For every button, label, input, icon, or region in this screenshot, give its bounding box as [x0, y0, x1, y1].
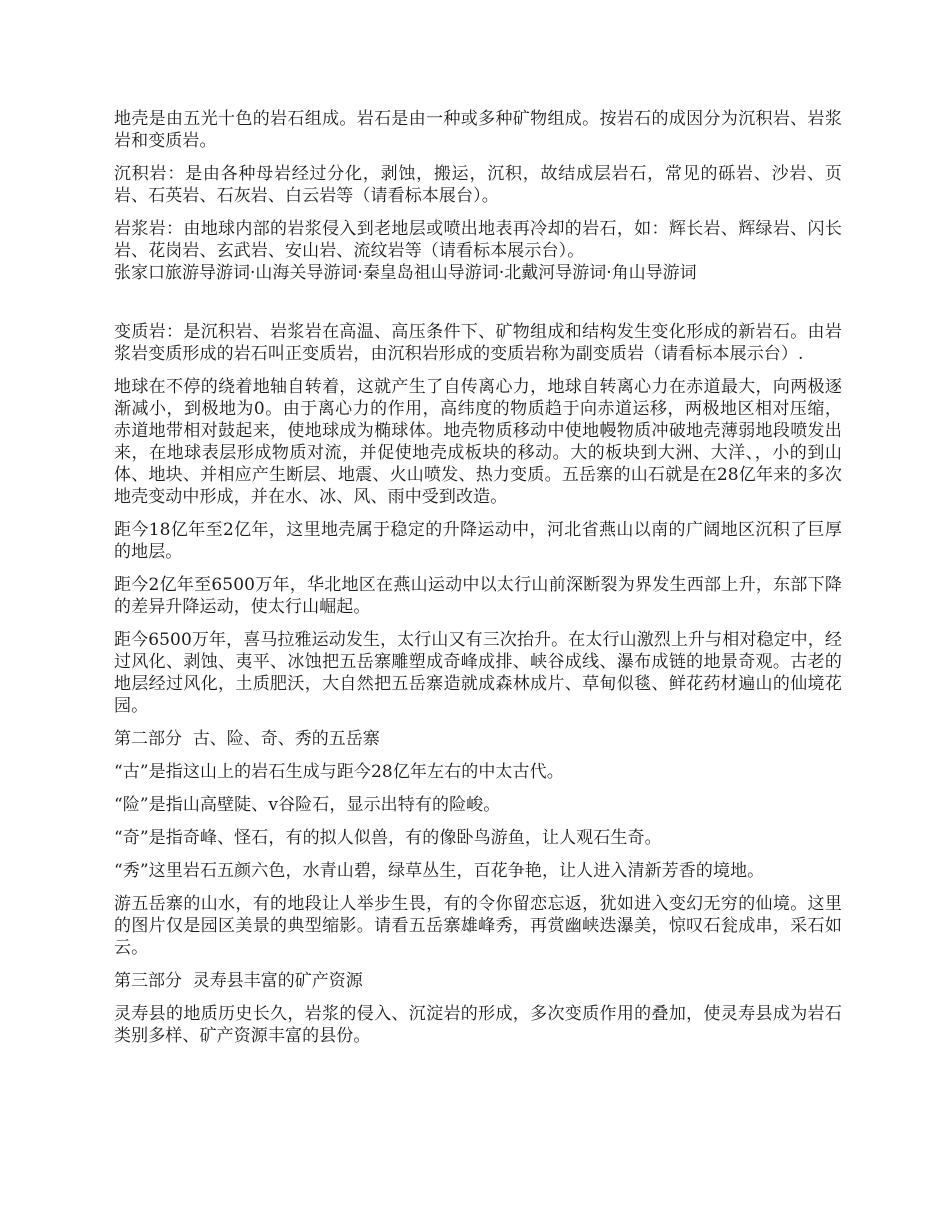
paragraph-xiu: “秀”这里岩石五颜六色，水青山碧，绿草丛生，百花争艳，让人进入清新芳香的境地。 [114, 861, 765, 881]
paragraph-igneous-rock: 岩浆岩：由地球内部的岩浆侵入到老地层或喷出地表再冷却的岩石，如：辉长岩、辉绿岩、闪长岩、花岗岩、玄武岩、安山岩、流纹岩等（请看标本展示台）。 [114, 219, 842, 261]
related-link-beidaihe[interactable]: 北戴河导游词 [504, 263, 607, 283]
link-separator: · [250, 263, 256, 283]
spacer [114, 284, 842, 321]
paragraph-gu: “古”是指这山上的岩石生成与距今28亿年左右的中太古代。 [114, 762, 564, 782]
paragraph-xian: “险”是指山高壁陡、v谷险石，显示出特有的险峻。 [114, 795, 501, 815]
paragraph-65-million-years: 距今6500万年，喜马拉雅运动发生，太行山又有三次抬升。在太行山激烈上升与相对稳定中，经过风化、剥蚀、夷平、冰蚀把五岳寨雕塑成奇峰成排、峡谷成线、瀑布成链的地景奇观。古老的地层经过风化，土质肥沃，大自然把五岳寨造就成森林成片、草甸似毯、鲜花药材遍山的仙境花园。 [114, 630, 842, 716]
link-separator: · [357, 263, 363, 283]
link-separator: · [606, 263, 612, 283]
related-link-zushan[interactable]: 秦皇岛祖山导游词 [362, 263, 499, 283]
section-heading-part3: 第三部分 灵寿县丰富的矿产资源 [114, 971, 363, 991]
section-heading-part2: 第二部分 古、险、奇、秀的五岳寨 [114, 729, 380, 749]
paragraph-qi: “奇”是指奇峰、怪石，有的拟人似兽，有的像卧鸟游鱼，让人观石生奇。 [114, 828, 662, 848]
related-link-jiaoshan[interactable]: 角山导游词 [611, 263, 697, 283]
related-link-shanhaiguan[interactable]: 山海关导游词 [255, 263, 358, 283]
paragraph-tour-scenery: 游五岳寨的山水，有的地段让人举步生畏，有的令你留恋忘返，犹如进入变幻无穷的仙境。这里的图片仅是园区美景的典型缩影。请看五岳寨雄峰秀，再赏幽峡迭瀑美，惊叹石瓮成串，采石如云。 [114, 894, 842, 958]
document-body [114, 108, 842, 1058]
paragraph-sedimentary-rock: 沉积岩：是由各种母岩经过分化，剥蚀，搬运，沉积，故结成层岩石，常见的砾岩、沙岩、页岩、石英岩、石灰岩、白云岩等（请看标本展台）。 [114, 164, 842, 206]
related-link-zhangjiakou[interactable]: 张家口旅游导游词 [114, 263, 250, 283]
paragraph-rock-intro: 地壳是由五光十色的岩石组成。岩石是由一种或多种矿物组成。按岩石的成因分为沉积岩、岩浆岩和变质岩。 [114, 109, 842, 151]
related-links [114, 262, 842, 284]
link-separator: · [498, 263, 505, 283]
paragraph-200-million-years: 距今2亿年至6500万年，华北地区在燕山运动中以太行山前深断裂为界发生西部上升，东部下降的差异升降运动，使太行山崛起。 [114, 575, 842, 617]
paragraph-earth-rotation: 地球在不停的绕着地轴自转着，这就产生了自传离心力，地球自转离心力在赤道最大，向两极逐渐减小，到极地为0。由于离心力的作用，高纬度的物质趋于向赤道运移，两极地区相对压缩，赤道地带相对鼓起来，使地球成为椭球体。地壳物质移动中使地幔物质冲破地壳薄弱地段喷发出来，在地球表层形成物质对流，并促使地壳成板块的移动。大的板块到大洲、大洋、，小的到山体、地块、并相应产生断层、地震、火山喷发、热力变质。五岳寨的山石就是在28亿年来的多次地壳变动中形成，并在水、冰、风、雨中受到改造。 [114, 377, 842, 507]
paragraph-metamorphic-rock: 变质岩：是沉积岩、岩浆岩在高温、高压条件下、矿物组成和结构发生变化形成的新岩石。由岩浆岩变质形成的岩石叫正变质岩，由沉积岩形成的变质岩称为副变质岩（请看标本展示台）. [114, 322, 842, 364]
paragraph-mineral-resources: 灵寿县的地质历史长久，岩浆的侵入、沉淀岩的形成，多次变质作用的叠加，使灵寿县成为岩石类别多样、矿产资源丰富的县份。 [114, 1004, 842, 1046]
paragraph-18-billion-years: 距今18亿年至2亿年，这里地壳属于稳定的升降运动中，河北省燕山以南的广阔地区沉积了巨厚的地层。 [114, 520, 842, 562]
